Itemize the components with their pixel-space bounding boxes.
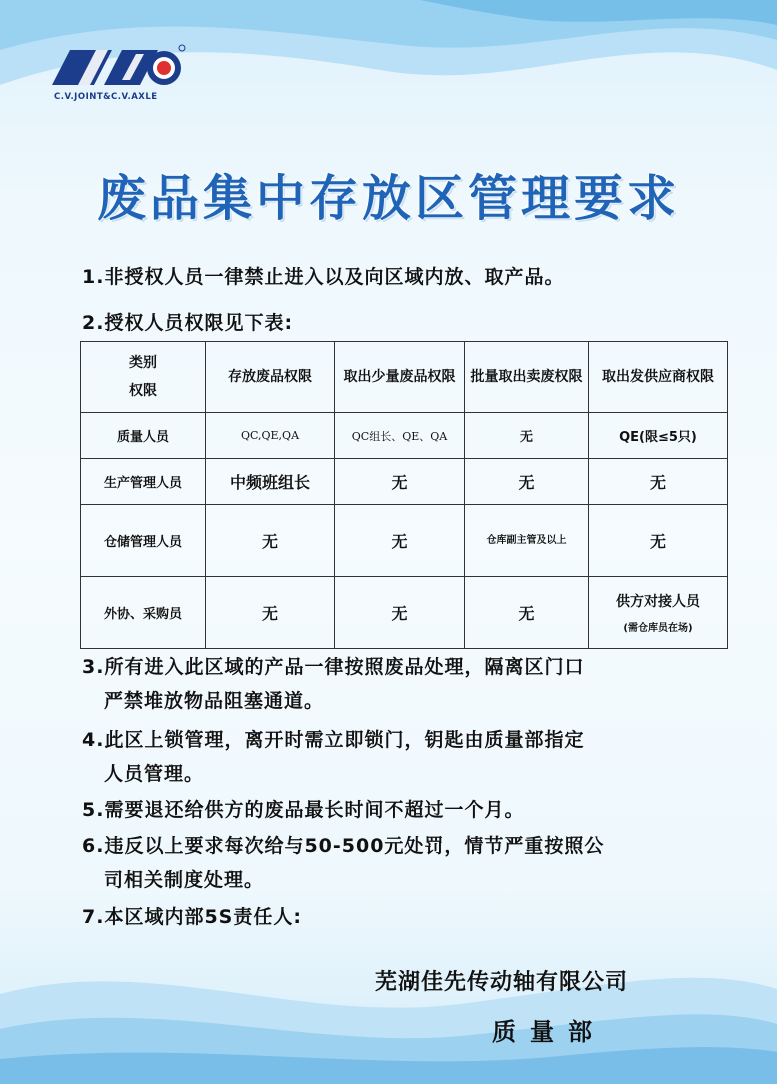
company-name: 芜湖佳先传动轴有限公司 bbox=[375, 970, 629, 995]
rule-2: 2.授权人员权限见下表: bbox=[82, 312, 294, 334]
table-header-row bbox=[81, 342, 728, 413]
table-cell: 无 bbox=[465, 413, 589, 459]
table-row bbox=[81, 505, 728, 577]
table-cell: 无 bbox=[206, 505, 335, 577]
table-cell bbox=[589, 577, 728, 649]
table-cell: 无 bbox=[335, 577, 465, 649]
header-corner-cell bbox=[81, 342, 206, 413]
permission-table bbox=[80, 341, 728, 649]
row-role: 外协、采购员 bbox=[81, 577, 206, 649]
row-role: 质量人员 bbox=[81, 413, 206, 459]
header-col2: 取出少量废品权限 bbox=[335, 342, 465, 413]
rule-7: 7.本区域内部5S责任人: bbox=[82, 906, 302, 928]
header-permission-label: 权限 bbox=[129, 383, 157, 399]
rule-1: 1.非授权人员一律禁止进入以及向区域内放、取产品。 bbox=[82, 266, 565, 288]
table-cell: 仓库副主管及以上 bbox=[465, 505, 589, 577]
rule-3: 3.所有进入此区域的产品一律按照废品处理，隔离区门口 bbox=[82, 656, 585, 678]
table-cell: 无 bbox=[589, 459, 728, 505]
header-col1: 存放废品权限 bbox=[206, 342, 335, 413]
table-cell: 无 bbox=[206, 577, 335, 649]
row-role: 生产管理人员 bbox=[81, 459, 206, 505]
table-cell: 无 bbox=[589, 505, 728, 577]
rule-5: 5.需要退还给供方的废品最长时间不超过一个月。 bbox=[82, 799, 525, 821]
rule-3-cont: 严禁堆放物品阻塞通道。 bbox=[104, 690, 325, 712]
table-cell: QC组长、QE、QA bbox=[335, 413, 465, 459]
table-row bbox=[81, 459, 728, 505]
company-logo bbox=[52, 40, 192, 106]
table-row bbox=[81, 413, 728, 459]
header-category-label: 类别 bbox=[129, 355, 157, 371]
header-col4: 取出发供应商权限 bbox=[589, 342, 728, 413]
table-cell: 中频班组长 bbox=[206, 459, 335, 505]
table-cell: 无 bbox=[335, 459, 465, 505]
table-row bbox=[81, 577, 728, 649]
rule-4-cont: 人员管理。 bbox=[104, 763, 205, 785]
bottom-wave-decoration bbox=[0, 934, 777, 1084]
department-name: 质量部 bbox=[492, 1018, 606, 1046]
logo-text: C.V.JOINT&C.V.AXLE bbox=[54, 92, 158, 102]
row-role: 仓储管理人员 bbox=[81, 505, 206, 577]
cell-main-text: 供方对接人员 bbox=[616, 594, 700, 610]
rule-6: 6.违反以上要求每次给与50-500元处罚，情节严重按照公 bbox=[82, 835, 605, 857]
header-col3: 批量取出卖废权限 bbox=[465, 342, 589, 413]
table-cell: 无 bbox=[465, 577, 589, 649]
page-title: 废品集中存放区管理要求 bbox=[96, 170, 680, 227]
table-cell: 无 bbox=[465, 459, 589, 505]
table-cell: QC,QE,QA bbox=[206, 413, 335, 459]
logo-mark-icon bbox=[52, 40, 192, 90]
table-cell: QE(限≤5只) bbox=[589, 413, 728, 459]
cell-note-text: (需仓库员在场) bbox=[623, 623, 693, 634]
rule-6-cont: 司相关制度处理。 bbox=[104, 869, 265, 891]
rule-4: 4.此区上锁管理，离开时需立即锁门，钥匙由质量部指定 bbox=[82, 729, 585, 751]
table-cell: 无 bbox=[335, 505, 465, 577]
